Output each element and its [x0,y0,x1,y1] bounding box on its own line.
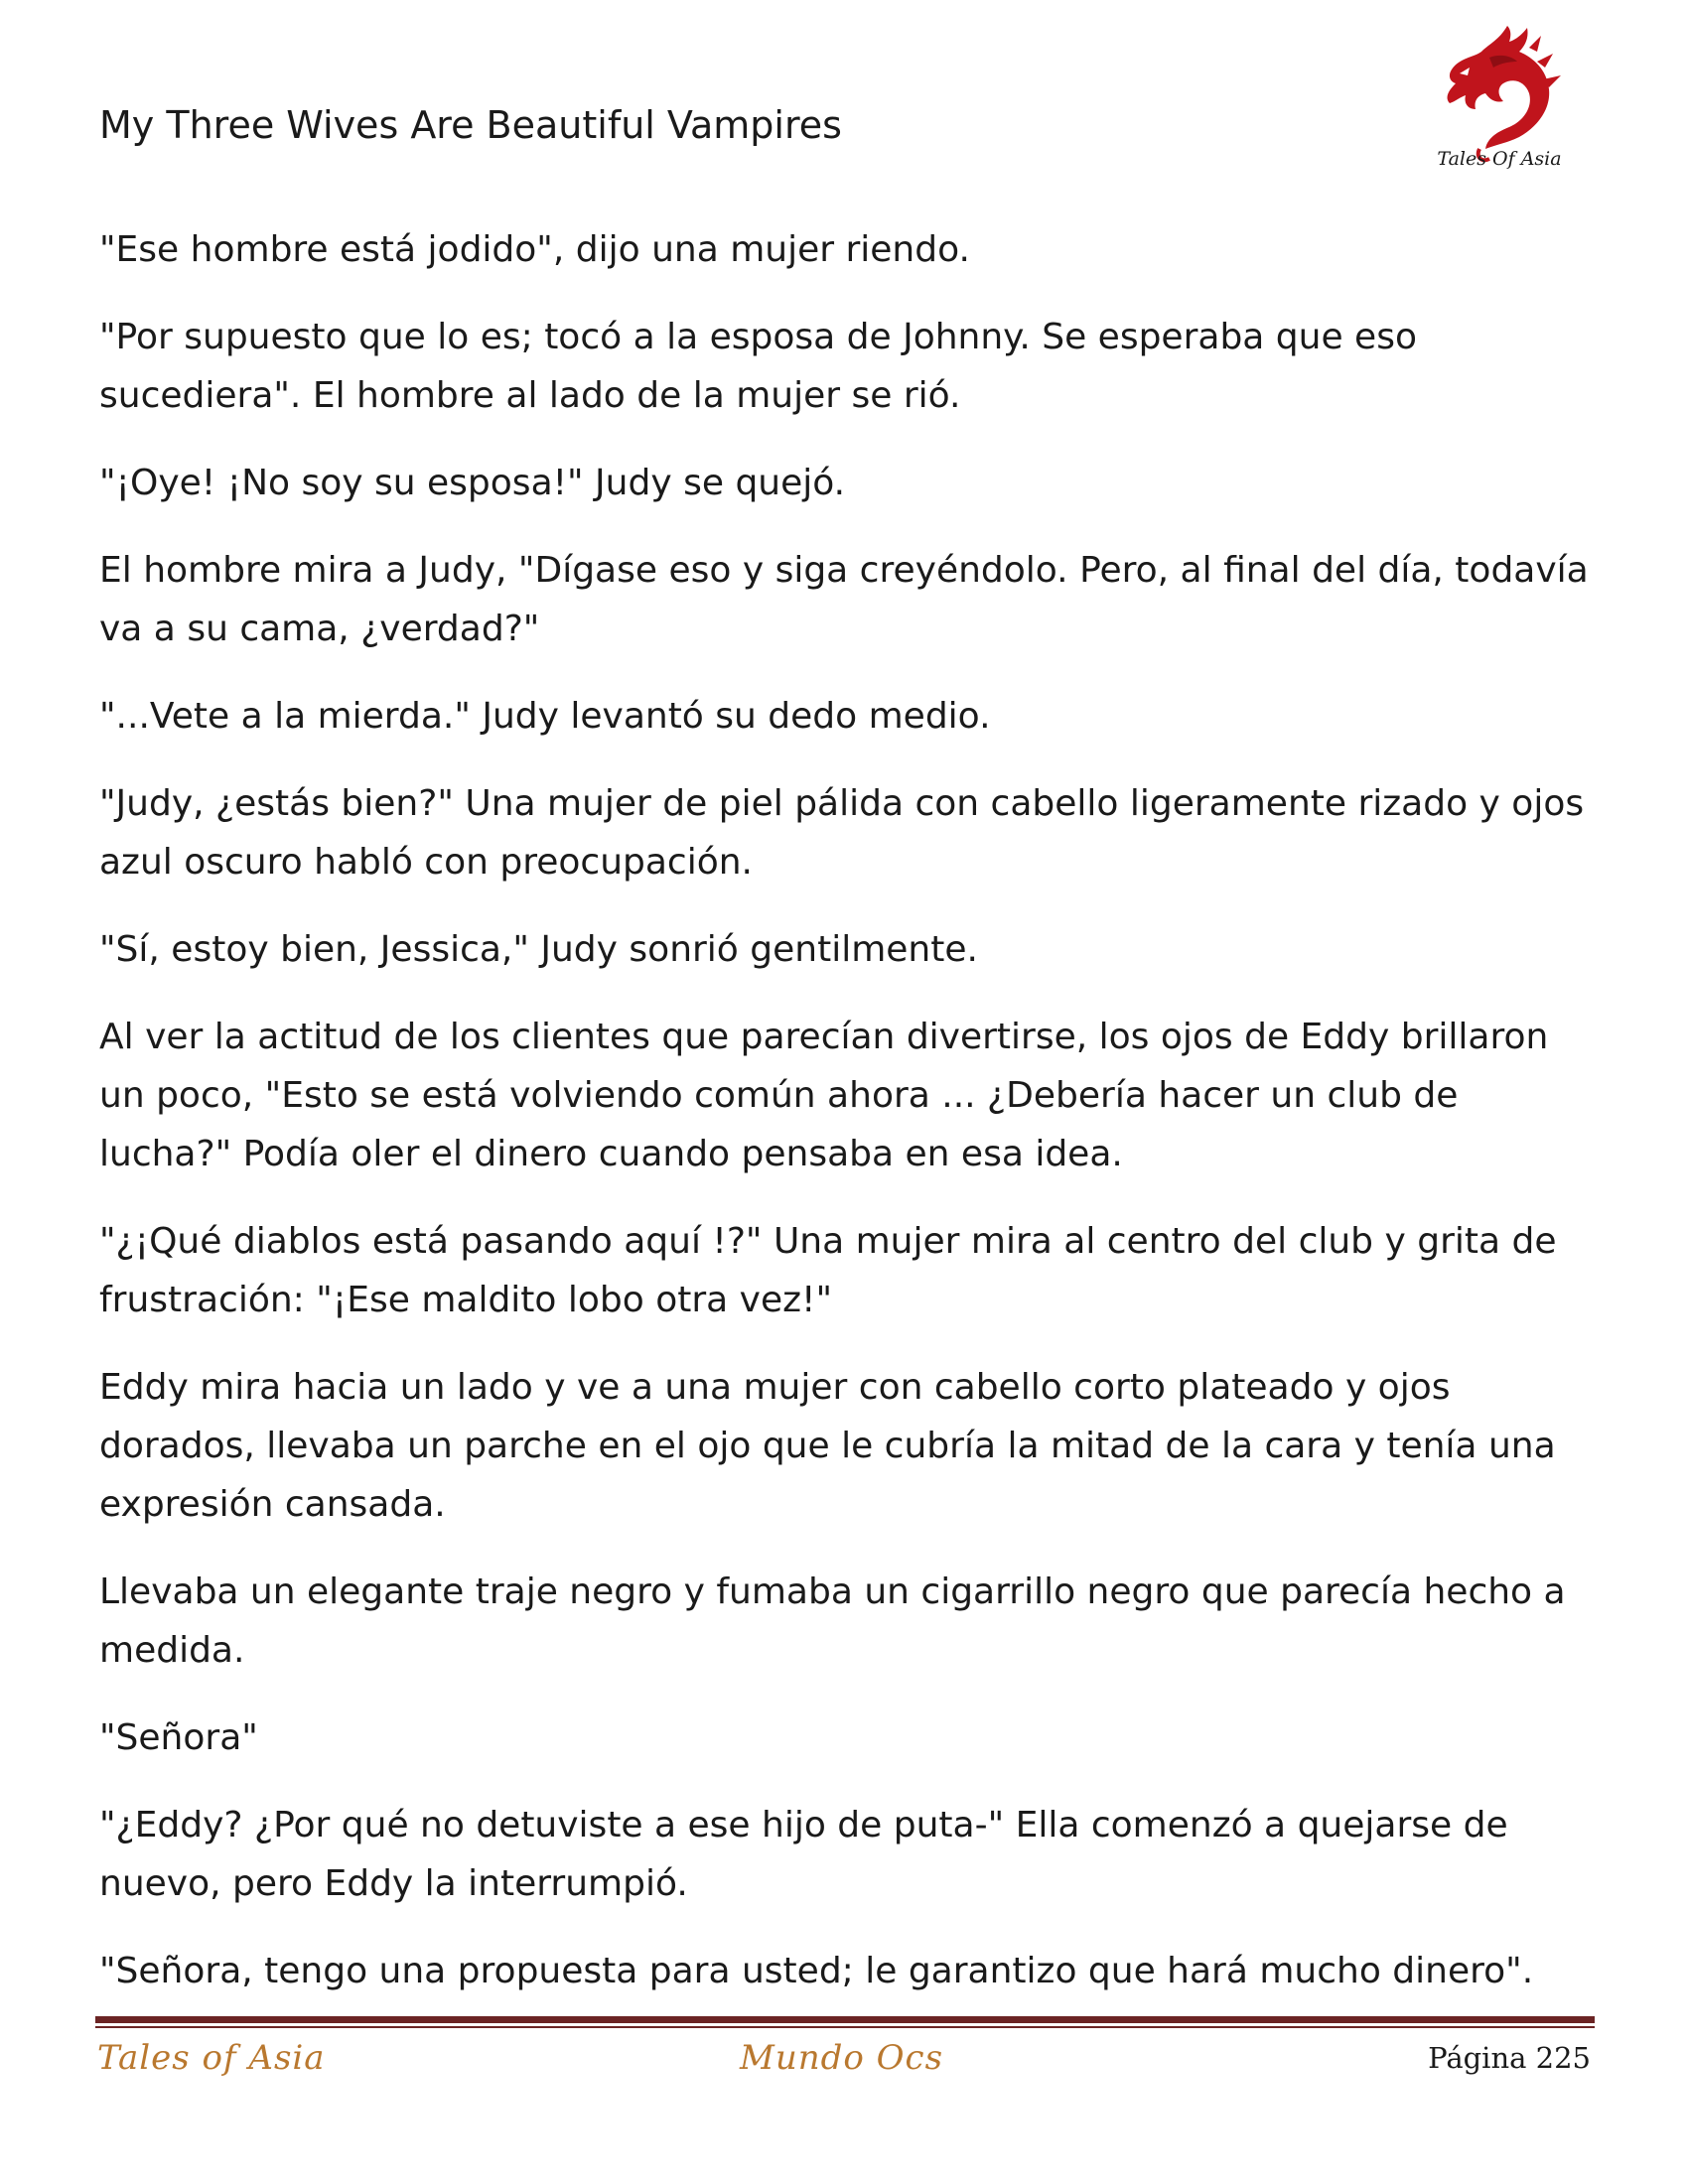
paragraph: "¿Eddy? ¿Por qué no detuviste a ese hijo de puta-" Ella comenzó a quejarse de nuevo, pero Eddy la interrumpió. [99,1805,1508,1904]
paragraph: "Judy, ¿estás bien?" Una mujer de piel pálida con cabello ligeramente rizado y ojos azul oscuro habló con preocupación. [99,783,1585,883]
paragraph: "Ese hombre está jodido", dijo una mujer riendo. [99,229,970,270]
paragraph: "¡Oye! ¡No soy su esposa!" Judy se quejó. [99,463,846,503]
page-number: Página 225 [1428,2041,1591,2075]
paragraph: "...Vete a la mierda." Judy levantó su dedo medio. [99,696,991,737]
tales-of-asia-logo [1430,18,1569,183]
paragraph: El hombre mira a Judy, "Dígase eso y siga creyéndolo. Pero, al final del día, todavía va a su cama, ¿verdad?" [99,550,1589,649]
paragraph: "Sí, estoy bien, Jessica," Judy sonrió gentilmente. [99,929,978,970]
footer-section-name: Mundo Ocs [740,2038,944,2078]
document-title: My Three Wives Are Beautiful Vampires [99,103,842,147]
paragraph: "Por supuesto que lo es; tocó a la esposa de Johnny. Se esperaba que eso sucediera". El hombre al lado de la mujer se rió. [99,317,1417,416]
paragraph: "Señora" [99,1717,258,1758]
paragraph: Llevaba un elegante traje negro y fumaba un cigarrillo negro que parecía hecho a medida. [99,1571,1566,1671]
paragraph: Eddy mira hacia un lado y ve a una mujer con cabello corto plateado y ojos dorados, llevaba un parche en el ojo que le cubría la mitad de la cara y tenía una expresión cansada. [99,1367,1556,1525]
footer-rule-thin [95,2026,1595,2028]
body-text [99,220,1599,2029]
footer-site-name: Tales of Asia [97,2038,326,2078]
paragraph: "¿¡Qué diablos está pasando aquí !?" Una mujer mira al centro del club y grita de frustración: "¡Ese maldito lobo otra vez!" [99,1221,1557,1320]
logo-text: Tales Of Asia [1437,148,1562,170]
paragraph: "Señora, tengo una propuesta para usted; le garantizo que hará mucho dinero". [99,1951,1534,1991]
paragraph: Al ver la actitud de los clientes que parecían divertirse, los ojos de Eddy brillaron un poco, "Esto se está volviendo común ahora ... ¿Debería hacer un club de lucha?" Podía oler el dinero cuando pensaba en esa idea. [99,1017,1549,1174]
footer-rule [95,2016,1595,2023]
